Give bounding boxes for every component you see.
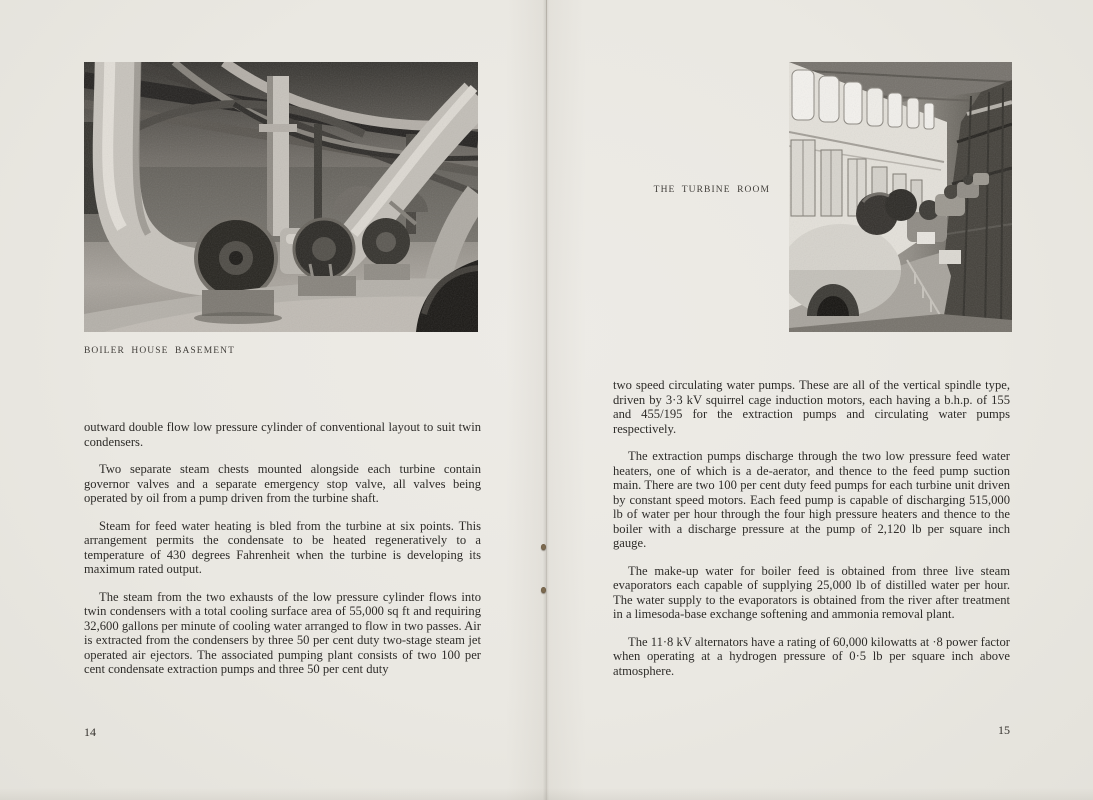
paragraph: The extraction pumps discharge through the two low pressure feed water heaters, one of which is a de-aerator, and thence to the feed pump suction main. There are two 100 per cent duty feed pumps for each turbine unit driven by constant speed motors. Each feed pump is capable of discharging 515,000 lb of water per hour through the four high pressure heaters and thence to the boiler with a discharge pressure at the pump of 2,120 lb per square inch gauge. (613, 449, 1010, 550)
body-text-right (613, 378, 1010, 678)
boiler-house-basement-photo (84, 62, 478, 332)
fold-line (546, 0, 547, 800)
page-number-right: 15 (998, 723, 1010, 737)
boiler-house-basement-illustration (84, 62, 478, 332)
paragraph: Steam for feed water heating is bled from the turbine at six points. This arrangement permits the condensate to be heated regeneratively to a temperature of 430 degrees Fahrenheit when the turbine is developing its maximum rated output. (84, 518, 481, 576)
paragraph: two speed circulating water pumps. These are all of the vertical spindle type, driven by 3·3 kV squirrel cage induction motors, each having a b.h.p. of 155 and 455/195 for the extraction pumps and circulating water pumps respectively. (613, 378, 1010, 436)
photo-caption-turbine-room: THE TURBINE ROOM (653, 185, 770, 195)
binding-staple-bottom (541, 587, 546, 593)
paragraph: outward double flow low pressure cylinder of conventional layout to suit twin condensers. (84, 420, 481, 449)
paragraph: The 11·8 kV alternators have a rating of 60,000 kilowatts at ·8 power factor when operating at a hydrogen pressure of 0·5 lb per square inch above atmosphere. (613, 634, 1010, 678)
page-number-left: 14 (84, 725, 96, 739)
photo-caption-boiler-house: BOILER HOUSE BASEMENT (84, 346, 236, 356)
binding-staple-top (541, 544, 546, 550)
body-text-left (84, 420, 481, 677)
turbine-room-photo (789, 62, 1012, 332)
paragraph: The steam from the two exhausts of the low pressure cylinder flows into twin condensers with a total cooling surface area of 55,000 sq ft and requiring 32,600 gallons per minute of cooling water arranged to flow in two passes. Air is extracted from the condensers by three 50 per cent duty two-stage steam jet operated air ejectors. The associated pumping plant consists of two 100 per cent condensate extraction pumps and three 50 per cent duty (84, 589, 481, 676)
turbine-room-illustration (789, 62, 1012, 332)
paragraph: The make-up water for boiler feed is obtained from three live steam evaporators each capable of supplying 25,000 lb of distilled water per hour. The water supply to the evaporators is obtained from the river after treatment in a limesoda-base exchange softening and ammonia removal plant. (613, 563, 1010, 621)
paragraph: Two separate steam chests mounted alongside each turbine contain governor valves and a separate emergency stop valve, all valves being operated by oil from a pump driven from the turbine shaft. (84, 462, 481, 505)
